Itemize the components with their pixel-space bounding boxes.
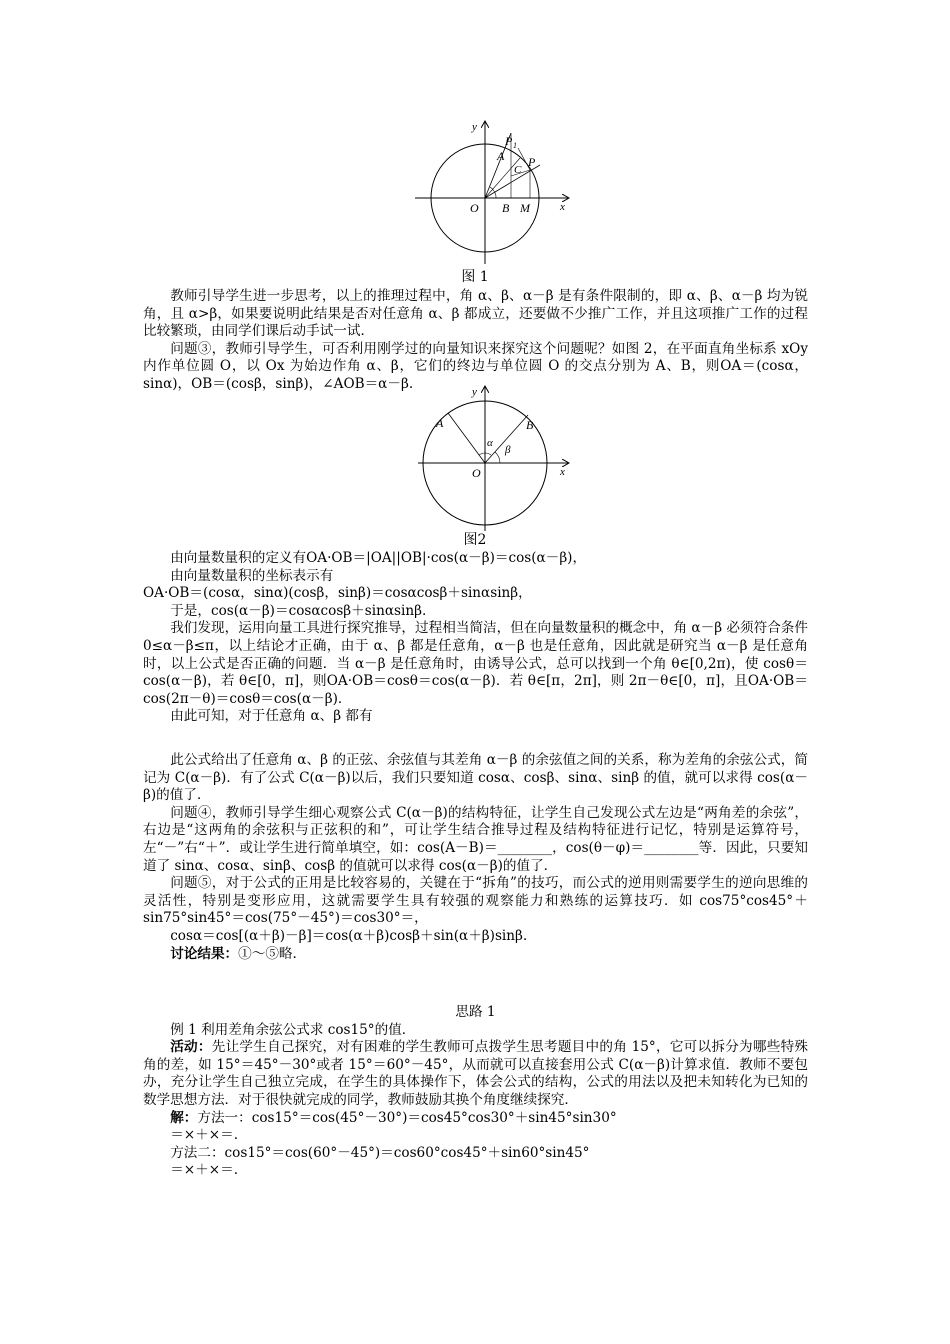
- fig1-label-b: B: [502, 201, 510, 215]
- line-cos-alpha-identity: cosα＝cos[(α＋β)－β]＝cos(α＋β)cosβ＋sin(α＋β)sinβ.: [170, 927, 528, 944]
- paragraph-question-5: 问题⑤，对于公式的正用是比较容易的，关键在于“拆角”的技巧，而公式的逆用则需要学生的逆向思维的灵活性，特别是变形应用，这就需要学生具有较强的观察能力和熟练的运算技巧．如 cos75°cos45°＋sin75°sin45°＝cos(75°－45°)＝cos30°＝，: [143, 875, 808, 927]
- line-coordinate-formula: OA·OB＝(cosα，sinα)(cosβ，sinβ)＝cosαcosβ＋sinαsinβ，: [143, 585, 532, 602]
- figure-2: [410, 383, 580, 533]
- paragraph-formula-meaning: 此公式给出了任意角 α、β 的正弦、余弦值与其差角 α－β 的余弦值之间的关系，称为差角的余弦公式，简记为 C(α－β)．有了公式 C(α－β)以后，我们只要知道 cosα、cosβ、sinα、sinβ 的值，就可以求得 cos(α－β)的值了．: [143, 752, 808, 804]
- section-heading: 思路 1: [455, 1004, 496, 1020]
- example-1: 例 1 利用差角余弦公式求 cos15°的值．: [170, 1021, 416, 1038]
- section-1: [143, 288, 808, 394]
- angle-arc-beta: [495, 452, 500, 463]
- line-dot-product-definition: 由向量数量积的定义有OA·OB＝|OA||OB|·cos(α－β)＝cos(α－β)，: [170, 550, 587, 566]
- fig1-label-x: x: [560, 201, 565, 213]
- solution-line-1: [143, 1110, 808, 1128]
- solution-line-3: 方法二：cos15°＝cos(60°－45°)＝cos60°cos45°＋sin60°sin45°: [170, 1144, 590, 1161]
- discussion-label: 讨论结果：: [170, 945, 239, 962]
- figure-2-diagram: [410, 383, 580, 533]
- section-2: [143, 550, 808, 726]
- fig1-label-y: y: [472, 121, 477, 133]
- paragraph-discovery: 我们发现，运用向量工具进行探究推导，过程相当简洁，但在向量数量积的概念中，角 α－β 必须符合条件 0≤α－β≤π，以上结论才正确，由于 α、β 都是任意角，α－β 也是任意角，因此就是研究当 α－β 是任意角时，以上公式是否正确的问题．当 α－β 是任意角时，由诱导公式，总可以找到一个角 θ∈[0,2π)，使 cosθ＝cos(α－β)，若 θ∈[0，π]，则OA·OB＝cosθ＝cos(α－β)．若 θ∈[π，2π]，则 2π－θ∈[0，π]，且OA·OB＝cos(2π－θ)＝cosθ＝cos(α－β)．: [143, 620, 808, 707]
- section-3: [143, 752, 808, 963]
- solution-line-4: ＝×＋×＝.: [170, 1162, 239, 1179]
- discussion-text: ①～⑤略.: [238, 945, 297, 962]
- paragraph-question-3: 问题③，教师引导学生，可否利用刚学过的向量知识来探究这个问题呢？如图 2，在平面直角坐标系 xOy 内作单位圆 O，以 Ox 为始边作角 α、β，它们的终边与单位圆 O 的交点分别为 A、B，则OA＝(cosα，sinα)，OB＝(cosβ，sinβ)，∠AOB＝α－β.: [143, 340, 808, 392]
- section-4: [143, 1004, 808, 1180]
- figure-1-diagram: [410, 118, 580, 268]
- fig1-label-p1: P: [505, 134, 513, 148]
- fig2-label-beta: β: [505, 444, 511, 456]
- fig1-label-p: P: [528, 155, 536, 169]
- figure-1: [410, 118, 580, 268]
- paragraph-reasoning: 教师引导学生进一步思考，以上的推理过程中，角 α、β、α－β 是有条件限制的，即 α、β、α－β 均为锐角，且 α>β，如果要说明此结果是否对任意角 α、β 都成立，还要做不少推广工作，并且这项推广工作的过程比较繁琐，由同学们课后动手试一试．: [143, 288, 808, 340]
- fig1-label-c: C: [514, 164, 522, 176]
- activity-label: 活动：: [170, 1039, 212, 1056]
- activity-text: 先让学生自己探究，对有困难的学生教师可点拨学生思考题目中的角 15°，它可以拆分为哪些特殊角的差，如 15°＝45°－30°或者 15°＝60°－45°，从而就可以直接套用公式 C(α－β)计算求值．教师不要包办，充分让学生自己独立完成，在学生的具体操作下，体会公式的结构，公式的用法以及把未知转化为已知的数学思想方法．对于很快就完成的同学，教师鼓励其换个角度继续探究．: [143, 1039, 809, 1108]
- fig2-label-x: x: [560, 466, 565, 478]
- fig2-label-o: O: [472, 466, 481, 480]
- line-conclusion: 于是，cos(α－β)＝cosαcosβ＋sinαsinβ.: [170, 602, 427, 619]
- line-therefore: 由此可知，对于任意角 α、β 都有: [170, 708, 373, 725]
- fig2-label-a: A: [436, 416, 444, 430]
- fig1-label-m: M: [520, 201, 530, 215]
- figure-1-caption: 图 1: [461, 269, 489, 285]
- fig1-label-a: A: [497, 149, 505, 163]
- solution-label: 解：: [170, 1109, 198, 1126]
- fig1-label-o: O: [470, 201, 479, 215]
- ray-op: [485, 165, 540, 198]
- activity-paragraph: [143, 1039, 808, 1109]
- solution-method-1: 方法一：cos15°＝cos(45°－30°)＝cos45°cos30°＋sin45°sin30°: [197, 1109, 617, 1126]
- ray-oa: [448, 413, 485, 463]
- paragraph-question-4: 问题④，教师引导学生细心观察公式 C(α－β)的结构特征，让学生自己发现公式左边是“两角差的余弦”，右边是“这两角的余弦积与正弦积的和”，可让学生结合推导过程及结构特征进行记忆，特别是运算符号，左“－”右“＋”．或让学生进行简单填空，如：cos(A－B)＝________，cos(θ－φ)＝________等．因此，只要知道了 sinα、cosα、sinβ、cosβ 的值就可以求得 cos(α－β)的值了．: [143, 804, 808, 874]
- fig1-label-p1-sub: 1: [513, 141, 517, 150]
- fig2-label-b: B: [526, 418, 534, 432]
- line-coordinate-intro: 由向量数量积的坐标表示有: [170, 567, 334, 584]
- fig2-label-y: y: [472, 386, 477, 398]
- discussion-result: [143, 946, 808, 964]
- figure-2-caption: 图2: [463, 532, 487, 548]
- solution-line-2: ＝×＋×＝.: [170, 1127, 239, 1144]
- fig2-label-alpha: α: [487, 437, 493, 449]
